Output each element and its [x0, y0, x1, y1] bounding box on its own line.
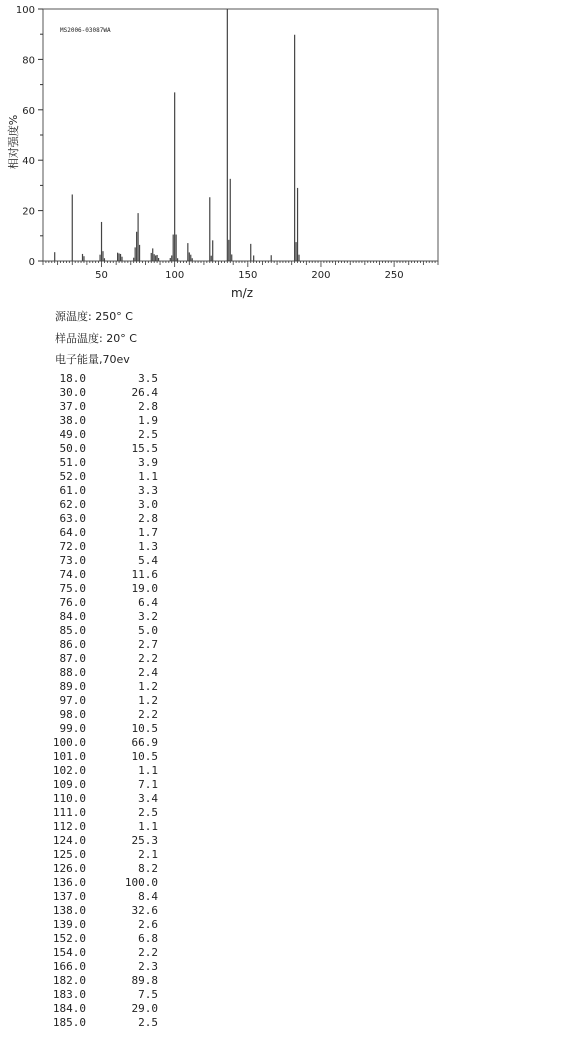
- peak-row: [48, 820, 158, 834]
- peak-row: [48, 596, 158, 610]
- peak-abundance: 2.8: [138, 512, 158, 525]
- chart-title: MS2006-03087WA: [60, 27, 111, 34]
- peak-row: [48, 694, 158, 708]
- peak-row: [48, 442, 158, 456]
- peak-abundance: 3.3: [138, 484, 158, 497]
- peak-mz: 61.0: [59, 484, 86, 497]
- peak-mz: 30.0: [59, 386, 86, 399]
- y-tick-label: 100: [15, 5, 35, 16]
- peak-abundance: 2.5: [138, 806, 158, 819]
- peak-abundance: 1.1: [138, 764, 158, 777]
- y-axis-label: 相对强度%: [7, 114, 20, 170]
- peak-mz: 100.0: [52, 736, 86, 749]
- peak-mz: 88.0: [59, 666, 86, 679]
- peak-mz: 111.0: [52, 806, 86, 819]
- peak-mz: 49.0: [59, 428, 86, 441]
- peak-abundance: 2.6: [138, 918, 158, 931]
- peak-mz: 38.0: [59, 414, 86, 427]
- peak-abundance: 26.4: [131, 386, 158, 399]
- peak-row: [48, 414, 158, 428]
- peak-row: [48, 470, 158, 484]
- peak-row: [48, 792, 158, 806]
- peak-abundance: 89.8: [131, 974, 158, 987]
- peak-mz: 99.0: [59, 722, 86, 735]
- peak-mz: 101.0: [52, 750, 86, 763]
- peak-abundance: 15.5: [131, 442, 158, 455]
- peak-mz: 62.0: [59, 498, 86, 511]
- y-tick-label: 0: [28, 257, 35, 268]
- peak-row: [48, 582, 158, 596]
- peak-mz: 51.0: [59, 456, 86, 469]
- peak-table: [48, 372, 158, 1030]
- x-tick-label: 100: [165, 270, 185, 281]
- peak-row: [48, 554, 158, 568]
- x-axis-ticks: [43, 261, 438, 281]
- peak-row: [48, 652, 158, 666]
- x-tick-label: 200: [311, 270, 331, 281]
- peak-mz: 85.0: [59, 624, 86, 637]
- x-axis-label: m/z: [230, 286, 254, 300]
- peak-mz: 72.0: [59, 540, 86, 553]
- peak-mz: 166.0: [52, 960, 86, 973]
- peak-mz: 86.0: [59, 638, 86, 651]
- peak-abundance: 10.5: [131, 722, 158, 735]
- peak-row: [48, 834, 158, 848]
- peak-abundance: 5.4: [138, 554, 158, 567]
- peak-row: [48, 386, 158, 400]
- peak-abundance: 1.1: [138, 470, 158, 483]
- peak-row: [48, 708, 158, 722]
- peak-row: [48, 960, 158, 974]
- peak-row: [48, 904, 158, 918]
- peak-row: [48, 526, 158, 540]
- peak-abundance: 2.2: [138, 946, 158, 959]
- peak-row: [48, 1016, 158, 1030]
- peak-abundance: 7.1: [138, 778, 158, 791]
- peak-abundance: 2.2: [138, 708, 158, 721]
- peak-row: [48, 918, 158, 932]
- peak-abundance: 2.5: [138, 428, 158, 441]
- peak-row: [48, 750, 158, 764]
- y-tick-label: 60: [22, 105, 35, 117]
- y-tick-label: 80: [22, 55, 35, 67]
- peak-mz: 37.0: [59, 400, 86, 413]
- peak-abundance: 3.9: [138, 456, 158, 469]
- peak-mz: 63.0: [59, 512, 86, 525]
- peak-row: [48, 974, 158, 988]
- peak-row: [48, 988, 158, 1002]
- peak-abundance: 10.5: [131, 750, 158, 763]
- peak-mz: 154.0: [52, 946, 86, 959]
- electron-energy: 电子能量,70ev: [55, 353, 130, 366]
- peak-mz: 52.0: [59, 470, 86, 483]
- peak-abundance: 3.0: [138, 498, 158, 511]
- peak-bars: [55, 9, 299, 261]
- plot-frame: [43, 9, 438, 261]
- peak-mz: 84.0: [59, 610, 86, 623]
- x-tick-label: 250: [384, 270, 404, 281]
- sample-temperature: 样品温度: 20° C: [55, 332, 137, 345]
- peak-row: [48, 456, 158, 470]
- peak-mz: 182.0: [52, 974, 86, 987]
- peak-mz: 64.0: [59, 526, 86, 539]
- peak-mz: 183.0: [52, 988, 86, 1001]
- peak-abundance: 1.3: [138, 540, 158, 553]
- peak-row: [48, 638, 158, 652]
- peak-abundance: 6.8: [138, 932, 158, 945]
- peak-mz: 185.0: [52, 1016, 86, 1029]
- x-tick-label: 150: [238, 270, 258, 281]
- peak-mz: 125.0: [52, 848, 86, 861]
- peak-mz: 50.0: [59, 442, 86, 455]
- peak-abundance: 2.7: [138, 638, 158, 651]
- y-tick-label: 40: [22, 156, 35, 168]
- peak-row: [48, 876, 158, 890]
- peak-mz: 87.0: [59, 652, 86, 665]
- peak-abundance: 8.2: [138, 862, 158, 875]
- peak-mz: 110.0: [52, 792, 86, 805]
- peak-abundance: 8.4: [138, 890, 158, 903]
- y-tick-label: 20: [22, 206, 35, 218]
- peak-row: [48, 512, 158, 526]
- peak-abundance: 2.2: [138, 652, 158, 665]
- peak-mz: 18.0: [59, 372, 86, 385]
- peak-abundance: 100.0: [124, 876, 158, 889]
- peak-row: [48, 666, 158, 680]
- peak-mz: 76.0: [59, 596, 86, 609]
- peak-abundance: 3.2: [138, 610, 158, 623]
- peak-abundance: 1.1: [138, 820, 158, 833]
- peak-row: [48, 946, 158, 960]
- peak-row: [48, 1002, 158, 1016]
- peak-row: [48, 484, 158, 498]
- peak-mz: 124.0: [52, 834, 86, 847]
- peak-abundance: 2.4: [138, 666, 158, 679]
- peak-row: [48, 722, 158, 736]
- peak-mz: 98.0: [59, 708, 86, 721]
- peak-row: [48, 624, 158, 638]
- peak-abundance: 5.0: [138, 624, 158, 637]
- peak-row: [48, 568, 158, 582]
- peak-mz: 152.0: [52, 932, 86, 945]
- peak-mz: 97.0: [59, 694, 86, 707]
- peak-row: [48, 428, 158, 442]
- mass-spectrum-chart: [0, 0, 570, 305]
- peak-abundance: 25.3: [131, 834, 158, 847]
- peak-abundance: 3.5: [138, 372, 158, 385]
- peak-row: [48, 862, 158, 876]
- peak-row: [48, 932, 158, 946]
- peak-mz: 184.0: [52, 1002, 86, 1015]
- peak-abundance: 2.3: [138, 960, 158, 973]
- peak-mz: 136.0: [52, 876, 86, 889]
- peak-mz: 73.0: [59, 554, 86, 567]
- peak-abundance: 66.9: [131, 736, 158, 749]
- x-tick-label: 50: [95, 270, 108, 281]
- peak-abundance: 3.4: [138, 792, 158, 805]
- peak-mz: 112.0: [52, 820, 86, 833]
- peak-abundance: 2.5: [138, 1016, 158, 1029]
- peak-mz: 137.0: [52, 890, 86, 903]
- source-temperature: 源温度: 250° C: [55, 310, 133, 323]
- peak-abundance: 11.6: [131, 568, 158, 581]
- peak-row: [48, 610, 158, 624]
- peak-mz: 139.0: [52, 918, 86, 931]
- peak-mz: 126.0: [52, 862, 86, 875]
- peak-mz: 75.0: [59, 582, 86, 595]
- peak-mz: 138.0: [52, 904, 86, 917]
- peak-abundance: 6.4: [138, 596, 158, 609]
- peak-row: [48, 400, 158, 414]
- peak-row: [48, 764, 158, 778]
- peak-row: [48, 372, 158, 386]
- peak-mz: 74.0: [59, 568, 86, 581]
- peak-abundance: 1.9: [138, 414, 158, 427]
- peak-row: [48, 848, 158, 862]
- peak-row: [48, 498, 158, 512]
- peak-row: [48, 890, 158, 904]
- peak-row: [48, 736, 158, 750]
- peak-abundance: 1.2: [138, 680, 158, 693]
- peak-row: [48, 806, 158, 820]
- peak-abundance: 1.2: [138, 694, 158, 707]
- peak-row: [48, 680, 158, 694]
- peak-mz: 89.0: [59, 680, 86, 693]
- peak-abundance: 7.5: [138, 988, 158, 1001]
- peak-abundance: 19.0: [131, 582, 158, 595]
- peak-mz: 109.0: [52, 778, 86, 791]
- peak-abundance: 32.6: [131, 904, 158, 917]
- peak-abundance: 2.8: [138, 400, 158, 413]
- peak-abundance: 2.1: [138, 848, 158, 861]
- peak-row: [48, 778, 158, 792]
- peak-mz: 102.0: [52, 764, 86, 777]
- peak-abundance: 29.0: [131, 1002, 158, 1015]
- peak-row: [48, 540, 158, 554]
- peak-abundance: 1.7: [138, 526, 158, 539]
